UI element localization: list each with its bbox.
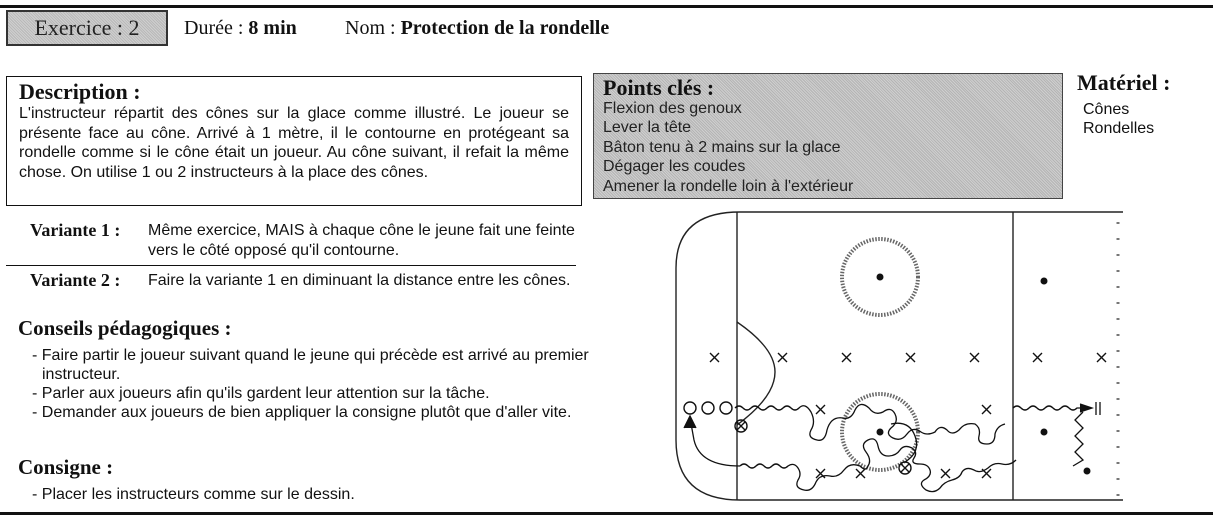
skating-path: [735, 404, 1005, 444]
name-value: Protection de la rondelle: [400, 17, 610, 39]
cone-marker: [941, 469, 950, 478]
description-text: L'instructeur répartit des cônes sur la glace comme illustré. Le joueur se présente face au cône. Arrivé à 1 mètre, il le contourne en protégeant sa rondelle comme si le cône était un joueur. Au cône suivant, il refait la même chose. On utilise 1 ou 2 instructeurs à la place des cônes.: [19, 105, 569, 181]
list-item: Lever la tête: [603, 119, 692, 137]
skating-path: [1013, 406, 1090, 410]
variante-1-label: Variante 1 :: [30, 220, 121, 240]
player-marker: [702, 402, 714, 414]
bottom-rule: [0, 512, 1213, 515]
crease: [737, 322, 775, 425]
instructor-marker: [737, 422, 745, 430]
instructor-marker: [901, 464, 909, 472]
description-title: Description :: [19, 79, 141, 104]
faceoff-dot: [1084, 468, 1091, 475]
list-item: Rondelles: [1083, 120, 1155, 137]
player-marker: [684, 402, 696, 414]
list-item: Flexion des genoux: [603, 100, 742, 117]
cone-marker: [816, 405, 825, 414]
cone-marker: [778, 353, 787, 362]
exercise-tag: Exercice : 2: [6, 10, 168, 46]
faceoff-dot: [1041, 278, 1048, 285]
cone-marker: [906, 353, 915, 362]
duration-label: Durée :: [184, 17, 244, 39]
points-cles-title: Points clés :: [603, 75, 715, 100]
arrow-head: [1080, 404, 1092, 412]
cone-marker: [856, 469, 865, 478]
faceoff-dot: [877, 429, 884, 436]
cone-marker: [1033, 353, 1042, 362]
cone-marker: [710, 353, 719, 362]
cone-marker: [1097, 353, 1106, 362]
duration-value: 8 min: [248, 17, 297, 39]
variante-2-text: Faire la variante 1 en diminuant la distance entre les cônes.: [148, 272, 571, 289]
skating-path: [690, 418, 740, 466]
variante-1-text: Même exercice, MAIS à chaque cône le jeune fait une feinte vers le côté opposé qu'il contourne.: [148, 222, 575, 259]
cone-marker: [970, 353, 979, 362]
cone-marker: [842, 353, 851, 362]
rink-boards: [676, 212, 1123, 500]
faceoff-dot: [877, 274, 884, 281]
name-label: Nom :: [345, 17, 396, 39]
skating-path: [740, 439, 1016, 492]
arrow-head: [684, 416, 696, 428]
materiel-title: Matériel :: [1077, 70, 1171, 95]
consigne-title: Consigne :: [18, 455, 114, 479]
list-item: Bâton tenu à 2 mains sur la glace: [603, 138, 841, 156]
list-item: - Faire partir le joueur suivant quand le jeune qui précède est arrivé au premier instructeur.: [32, 347, 589, 383]
list-item: - Placer les instructeurs comme sur le dessin.: [32, 486, 355, 503]
skating-path: [1073, 412, 1083, 466]
list-item: - Parler aux joueurs afin qu'ils gardent leur attention sur la tâche.: [32, 385, 490, 402]
list-item: - Demander aux joueurs de bien appliquer la consigne plutôt que d'aller vite.: [32, 404, 572, 421]
list-item: Cônes: [1083, 101, 1130, 118]
cone-marker: [982, 405, 991, 414]
player-marker: [720, 402, 732, 414]
conseils-title: Conseils pédagogiques :: [18, 316, 232, 340]
variante-2-label: Variante 2 :: [30, 270, 121, 290]
list-item: Amener la rondelle loin à l'extérieur: [603, 177, 854, 195]
faceoff-dot: [1041, 429, 1048, 436]
list-item: Dégager les coudes: [603, 158, 746, 176]
